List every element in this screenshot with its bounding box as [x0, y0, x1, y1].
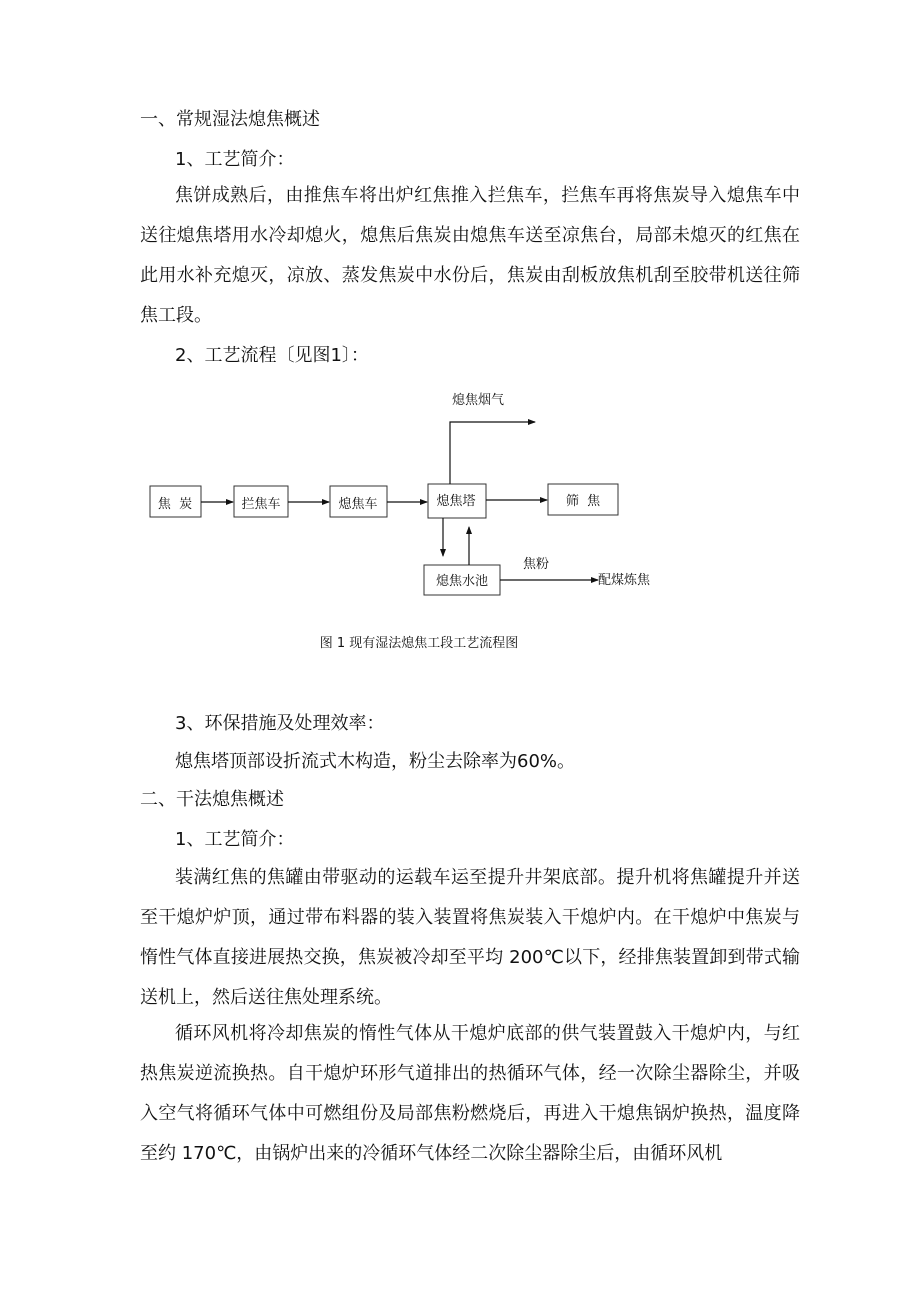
section1-sub1: 1、工艺简介：	[175, 149, 295, 170]
section1-sub3: 3、环保措施及处理效率：	[175, 713, 385, 734]
section1-sub2: 2、工艺流程〔见图1〕：	[175, 345, 369, 366]
box-lanjiaoche-label: 拦焦车	[241, 497, 281, 512]
label-powder: 焦粉	[522, 557, 550, 572]
label-blend: 配煤炼焦	[597, 573, 651, 588]
section2-title: 二、干法熄焦概述	[140, 789, 284, 810]
box-coke-label: 焦 炭	[157, 497, 193, 512]
process-flow-diagram	[0, 0, 920, 640]
box-pool-label: 熄焦水池	[435, 574, 489, 589]
section2-para1: 装满红焦的焦罐由带驱动的运载车运至提升井架底部。提升机将焦罐提升并送至干熄炉炉顶，通过带布料器的装入装置将焦炭装入干熄炉内。在干熄炉中焦炭与惰性气体直接进展热交换，焦炭被冷却至平均 200℃以下，经排焦装置卸到带式输送机上，然后送往焦处理系统。	[140, 867, 800, 1008]
box-xijiaota-label: 熄焦塔	[436, 494, 476, 509]
label-smoke: 熄焦烟气	[451, 393, 505, 408]
figure-caption: 图 1 现有湿法熄焦工段工艺流程图	[319, 636, 519, 651]
box-xijiaoche-label: 熄焦车	[338, 497, 378, 512]
section2-para2: 循环风机将冷却焦炭的惰性气体从干熄炉底部的供气装置鼓入干熄炉内，与红热焦炭逆流换热。自干熄炉环形气道排出的热循环气体，经一次除尘器除尘，并吸入空气将循环气体中可燃组份及局部焦粉燃烧后，再进入干熄焦锅炉换热，温度降至约 170℃，由锅炉出来的冷循环气体经二次除尘器除尘后，由循环风机	[140, 1023, 800, 1164]
section1-title: 一、常规湿法熄焦概述	[140, 109, 320, 130]
section1-para1: 焦饼成熟后，由推焦车将出炉红焦推入拦焦车，拦焦车再将焦炭导入熄焦车中送往熄焦塔用水冷却熄火，熄焦后焦炭由熄焦车送至凉焦台，局部未熄灭的红焦在此用水补充熄灭，凉放、蒸发焦炭中水份后，焦炭由刮板放焦机刮至胶带机送往筛焦工段。	[140, 185, 800, 326]
box-shaijiao-label: 筛 焦	[565, 494, 601, 509]
arrow-smoke	[450, 422, 535, 484]
section1-para3: 熄焦塔顶部设折流式木构造，粉尘去除率为60%。	[175, 751, 576, 772]
section2-sub1: 1、工艺简介：	[175, 829, 295, 850]
